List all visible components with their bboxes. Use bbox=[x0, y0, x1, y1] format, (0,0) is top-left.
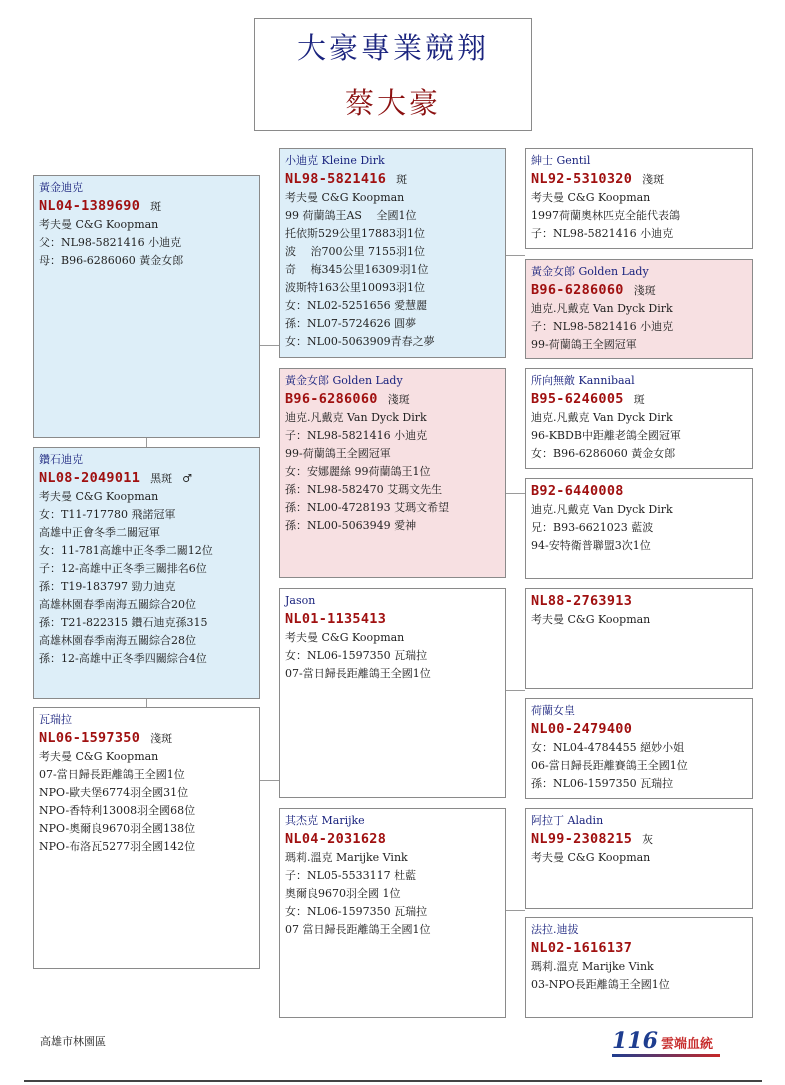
male-icon: ♂ bbox=[182, 472, 193, 485]
bird-name: 黃金女郎 Golden Lady bbox=[531, 265, 649, 278]
info-line: 女：NL02-5251656 愛慧麗 bbox=[285, 299, 428, 312]
info-line: 母：B96-6286060 黃金女郎 bbox=[39, 254, 184, 267]
info-line: 孫：NL98-582470 艾瑪文先生 bbox=[285, 483, 443, 496]
bird-name: Jason bbox=[285, 594, 316, 607]
connector-line bbox=[505, 690, 525, 691]
ring-number: NL04-1389690 bbox=[39, 198, 141, 214]
info-line: 女：T11-717780 飛諾冠軍 bbox=[39, 508, 176, 521]
info-line: 06-當日歸長距離賽鴿王全國1位 bbox=[531, 759, 688, 772]
info-line: 孫：T21-822315 鑽石迪克孫315 bbox=[39, 616, 208, 629]
info-line: 奧爾良9670羽全國 1位 bbox=[285, 887, 401, 900]
info-line: 波斯特163公里10093羽1位 bbox=[285, 281, 425, 294]
pedigree-card-sire[interactable] bbox=[279, 148, 506, 358]
bottom-divider bbox=[24, 1080, 762, 1082]
info-line: 考夫曼 C&G Koopman bbox=[531, 613, 651, 626]
ring-number: B92-6440008 bbox=[531, 483, 624, 499]
info-line: 女：NL04-4784455 絕妙小姐 bbox=[531, 741, 685, 754]
footer-city: 高雄市林園區 bbox=[40, 1035, 106, 1048]
ring-number: NL04-2031628 bbox=[285, 831, 387, 847]
pedigree-card-b92[interactable] bbox=[525, 478, 753, 579]
feather-color: 斑 bbox=[150, 200, 162, 213]
logo-underline bbox=[612, 1054, 720, 1057]
info-line: 女：NL00-5063909青春之夢 bbox=[285, 335, 435, 348]
info-line: 考夫曼 C&G Koopman bbox=[39, 218, 159, 231]
feather-color: 灰 bbox=[642, 833, 654, 846]
brand-logo bbox=[612, 1028, 713, 1054]
info-line: 考夫曼 C&G Koopman bbox=[285, 631, 405, 644]
info-line: 瑪莉.溫克 Marijke Vink bbox=[531, 960, 654, 973]
info-line: 迪克.凡戴克 Van Dyck Dirk bbox=[285, 411, 427, 424]
connector-line bbox=[505, 493, 525, 494]
info-line: 子：NL98-5821416 小迪克 bbox=[531, 227, 674, 240]
bird-name: 鑽石迪克 bbox=[39, 453, 83, 466]
info-line: 子：NL98-5821416 小迪克 bbox=[531, 320, 674, 333]
connector-line bbox=[259, 780, 280, 781]
info-line: 94-安特衛普聯盟3次1位 bbox=[531, 539, 651, 552]
info-line: NPO-布洛瓦5277羽全國142位 bbox=[39, 840, 196, 853]
info-line: 96-KBDB中距離老鴿全國冠軍 bbox=[531, 429, 681, 442]
connector-line bbox=[505, 910, 525, 911]
info-line: 考夫曼 C&G Koopman bbox=[531, 851, 651, 864]
bird-name: 黃金女郎 Golden Lady bbox=[285, 374, 403, 387]
info-line: 孫：12-高雄中正冬季四關綜合4位 bbox=[39, 652, 207, 665]
feather-color: 淺斑 bbox=[642, 173, 665, 186]
info-line: 99 荷蘭鴿王AS 全國1位 bbox=[285, 209, 417, 222]
info-line: 孫：NL00-5063949 愛神 bbox=[285, 519, 417, 532]
pedigree-card-nl88[interactable] bbox=[525, 588, 753, 689]
info-line: 父：NL98-5821416 小迪克 bbox=[39, 236, 182, 249]
pedigree-card-mate-dam[interactable] bbox=[33, 707, 260, 969]
ring-number: NL02-1616137 bbox=[531, 940, 633, 956]
connector-line bbox=[146, 698, 147, 707]
pedigree-card-subject[interactable] bbox=[33, 175, 260, 438]
ring-number: NL88-2763913 bbox=[531, 593, 633, 609]
info-line: 子：NL98-5821416 小迪克 bbox=[285, 429, 428, 442]
info-line: 女：安娜麗絲 99荷蘭鴿王1位 bbox=[285, 465, 431, 478]
pedigree-card-mate[interactable] bbox=[33, 447, 260, 699]
info-line: 99-荷蘭鴿王全國冠軍 bbox=[531, 338, 637, 351]
ring-number: NL01-1135413 bbox=[285, 611, 387, 627]
owner-name: 蔡大豪 bbox=[254, 74, 532, 131]
page-title: 大豪專業競翔 bbox=[254, 18, 532, 76]
bird-name: 其杰克 Marijke bbox=[285, 814, 365, 827]
bird-name: 黃金迪克 bbox=[39, 181, 83, 194]
connector-line bbox=[505, 255, 525, 256]
info-line: NPO-奧爾良9670羽全國138位 bbox=[39, 822, 196, 835]
info-line: 高雄中正會冬季二關冠軍 bbox=[39, 526, 160, 539]
feather-color: 淺斑 bbox=[387, 393, 410, 406]
info-line: 03-NPO長距離鴿王全國1位 bbox=[531, 978, 670, 991]
bird-name: 阿拉丁 Aladin bbox=[531, 814, 604, 827]
pedigree-card-farah[interactable] bbox=[525, 917, 753, 1018]
info-line: 托依斯529公里17883羽1位 bbox=[285, 227, 425, 240]
pedigree-card-gentil[interactable] bbox=[525, 148, 753, 249]
pedigree-card-dam[interactable] bbox=[279, 368, 506, 578]
info-line: 高雄林園春季南海五關綜合28位 bbox=[39, 634, 196, 647]
info-line: 波 治700公里 7155羽1位 bbox=[285, 245, 425, 258]
info-line: 孫：NL07-5724626 圓夢 bbox=[285, 317, 417, 330]
logo-number: 116 bbox=[612, 1028, 658, 1054]
ring-number: NL06-1597350 bbox=[39, 730, 141, 746]
info-line: 07-當日歸長距離鴿王全國1位 bbox=[285, 667, 431, 680]
ring-number: NL08-2049011 bbox=[39, 470, 141, 486]
pedigree-card-kannibaal[interactable] bbox=[525, 368, 753, 469]
info-line: 瑪莉.溫克 Marijke Vink bbox=[285, 851, 408, 864]
ring-number: NL99-2308215 bbox=[531, 831, 633, 847]
feather-color: 淺斑 bbox=[633, 284, 656, 297]
info-line: 女：NL06-1597350 瓦瑞拉 bbox=[285, 649, 428, 662]
info-line: 子：12-高雄中正冬季三關排名6位 bbox=[39, 562, 207, 575]
bird-name: 紳士 Gentil bbox=[531, 154, 591, 167]
bird-name: 荷蘭女皇 bbox=[531, 704, 575, 717]
info-line: 迪克.凡戴克 Van Dyck Dirk bbox=[531, 411, 673, 424]
feather-color: 淺斑 bbox=[150, 732, 173, 745]
info-line: 考夫曼 C&G Koopman bbox=[39, 490, 159, 503]
ring-number: B95-6246005 bbox=[531, 391, 624, 407]
info-line: 考夫曼 C&G Koopman bbox=[285, 191, 405, 204]
info-line: 女：11-781高雄中正冬季二關12位 bbox=[39, 544, 213, 557]
info-line: 孫：NL06-1597350 瓦瑞拉 bbox=[531, 777, 674, 790]
bird-name: 瓦瑞拉 bbox=[39, 713, 72, 726]
feather-color: 黑斑 bbox=[150, 472, 173, 485]
pedigree-card-queen[interactable] bbox=[525, 698, 753, 799]
info-line: NPO-香特利13008羽全國68位 bbox=[39, 804, 196, 817]
pedigree-card-jason[interactable] bbox=[279, 588, 506, 798]
feather-color: 斑 bbox=[396, 173, 408, 186]
ring-number: B96-6286060 bbox=[285, 391, 378, 407]
feather-color: 斑 bbox=[633, 393, 645, 406]
connector-line bbox=[259, 345, 280, 346]
info-line: 奇 梅345公里16309羽1位 bbox=[285, 263, 429, 276]
ring-number: NL98-5821416 bbox=[285, 171, 387, 187]
bird-name: 小迪克 Kleine Dirk bbox=[285, 154, 385, 167]
info-line: NPO-歐夫堡6774羽全國31位 bbox=[39, 786, 189, 799]
info-line: 女：B96-6286060 黃金女郎 bbox=[531, 447, 676, 460]
info-line: 考夫曼 C&G Koopman bbox=[39, 750, 159, 763]
info-line: 07 當日歸長距離鴿王全國1位 bbox=[285, 923, 431, 936]
ring-number: NL00-2479400 bbox=[531, 721, 633, 737]
logo-text: 雲端血統 bbox=[660, 1037, 713, 1052]
info-line: 迪克.凡戴克 Van Dyck Dirk bbox=[531, 503, 673, 516]
info-line: 女：NL06-1597350 瓦瑞拉 bbox=[285, 905, 428, 918]
bird-name: 法拉.迪拔 bbox=[531, 923, 579, 936]
bird-name: 所向無敵 Kannibaal bbox=[531, 374, 635, 387]
pedigree-card-marijke[interactable] bbox=[279, 808, 506, 1018]
info-line: 99-荷蘭鴿王全國冠軍 bbox=[285, 447, 391, 460]
info-line: 高雄林園春季南海五關綜合20位 bbox=[39, 598, 196, 611]
pedigree-card-aladin[interactable] bbox=[525, 808, 753, 909]
ring-number: NL92-5310320 bbox=[531, 171, 633, 187]
ring-number: B96-6286060 bbox=[531, 282, 624, 298]
info-line: 迪克.凡戴克 Van Dyck Dirk bbox=[531, 302, 673, 315]
info-line: 1997荷蘭奧林匹克全能代表鴿 bbox=[531, 209, 680, 222]
info-line: 孫：T19-183797 勁力迪克 bbox=[39, 580, 176, 593]
info-line: 兄：B93-6621023 藍波 bbox=[531, 521, 654, 534]
info-line: 考夫曼 C&G Koopman bbox=[531, 191, 651, 204]
pedigree-card-golden-lady[interactable] bbox=[525, 259, 753, 359]
info-line: 子：NL05-5533117 杜藍 bbox=[285, 869, 417, 882]
info-line: 07-當日歸長距離鴿王全國1位 bbox=[39, 768, 185, 781]
info-line: 孫：NL00-4728193 艾瑪文希望 bbox=[285, 501, 450, 514]
